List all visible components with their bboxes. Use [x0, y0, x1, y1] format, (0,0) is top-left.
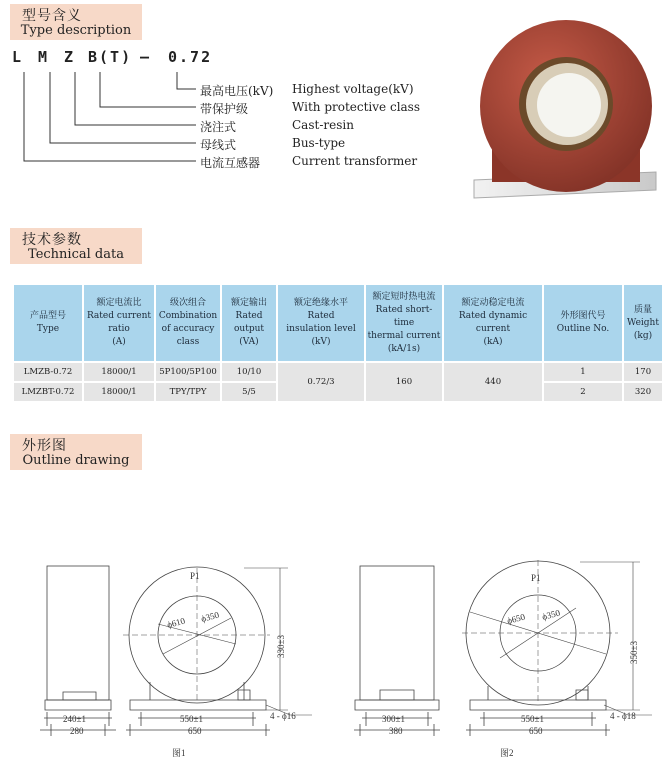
cell-weight: 320 — [624, 383, 662, 401]
cell-dynamic: 440 — [444, 363, 542, 401]
header-cn: 质量 — [633, 304, 652, 315]
header-en: Combination — [158, 311, 218, 321]
outline-drawings — [0, 540, 668, 768]
type-description-title-en: Type description — [20, 23, 132, 38]
header-en: Rated dynamic — [458, 311, 528, 321]
cell-type: LMZBT-0.72 — [14, 383, 82, 401]
type-item-en-0: Highest voltage(kV) — [292, 82, 414, 96]
cell-accuracy: TPY/TPY — [156, 383, 220, 401]
header-type — [14, 285, 82, 361]
fig2-base-length: 650 — [529, 726, 543, 736]
header-dynamic-current — [444, 285, 542, 361]
type-item-en-1: With protective class — [292, 100, 420, 114]
type-item-cn-0: 最高电压(kV) — [200, 84, 274, 98]
table-header-row — [14, 285, 662, 361]
type-item-cn-1: 带保护级 — [200, 102, 249, 116]
header-accuracy-class — [156, 285, 220, 361]
type-description-title-cn: 型号含义 — [22, 8, 82, 24]
header-cn: 外形图代号 — [560, 311, 606, 321]
header-cn: 额定输出 — [230, 298, 267, 308]
outline-drawing-title-en: Outline drawing — [22, 453, 130, 468]
header-en: thermal current — [367, 330, 441, 341]
cell-accuracy: 5P100/5P100 — [156, 363, 220, 381]
header-en: Weight — [627, 317, 659, 328]
header-cn: 额定绝缘水平 — [293, 298, 348, 308]
header-unit: (kg) — [633, 330, 653, 341]
fig2-height: 350±3 — [629, 641, 639, 664]
fig2-mounting-holes: 4 - ϕ18 — [610, 711, 636, 721]
header-en: current — [475, 324, 511, 334]
header-en: Rated short-time — [375, 304, 433, 328]
type-item-en-2: Cast-resin — [292, 118, 354, 132]
header-outline-no — [544, 285, 622, 361]
fig1-hole-span: 550±1 — [180, 714, 203, 724]
cell-type: LMZB-0.72 — [14, 363, 82, 381]
header-unit: (A) — [112, 337, 126, 347]
header-rated-output — [222, 285, 276, 361]
header-en: ratio — [108, 324, 130, 334]
type-item-cn-2: 浇注式 — [200, 120, 237, 134]
cell-output: 5/5 — [222, 383, 276, 401]
cell-output: 10/10 — [222, 363, 276, 381]
fig2-inner-diameter: ϕ350 — [540, 607, 562, 622]
code-voltage: 0.72 — [168, 48, 213, 66]
header-current-ratio — [84, 285, 154, 361]
code-z: Z — [64, 48, 76, 66]
fig1-height: 330±3 — [276, 635, 286, 658]
type-item-en-4: Current transformer — [292, 154, 418, 168]
outline-drawing-header — [10, 434, 142, 470]
product-photo — [470, 10, 660, 205]
header-thermal-current — [366, 285, 442, 361]
header-cn: 额定短时热电流 — [372, 291, 436, 302]
cell-insulation: 0.72/3 — [278, 363, 364, 401]
table-row — [14, 363, 662, 381]
header-en: Rated — [235, 311, 263, 321]
cell-ratio: 18000/1 — [84, 383, 154, 401]
header-en: output — [233, 324, 264, 334]
outline-drawing-title-cn: 外形图 — [22, 438, 67, 454]
header-en: class — [176, 337, 200, 347]
technical-data-title-en: Technical data — [28, 247, 124, 262]
fig1-width-inner: 240±1 — [63, 714, 86, 724]
header-en: Outline No. — [556, 324, 610, 334]
type-item-cn-4: 电流互感器 — [200, 156, 261, 170]
header-cn: 产品型号 — [29, 311, 66, 321]
header-unit: (kV) — [311, 337, 331, 347]
header-en: Rated — [307, 311, 335, 321]
code-dash: — — [140, 48, 152, 66]
header-en: Rated current — [86, 311, 152, 321]
code-l: L — [12, 48, 24, 66]
type-item-en-3: Bus-type — [292, 136, 346, 150]
code-bt: B(T) — [88, 48, 133, 66]
fig2-outer-diameter: ϕ650 — [505, 611, 527, 626]
header-en: of accuracy — [161, 324, 215, 334]
cell-outline: 1 — [544, 363, 622, 381]
type-item-cn-3: 母线式 — [200, 138, 237, 152]
cell-outline: 2 — [544, 383, 622, 401]
fig2-caption: 图2 — [500, 748, 514, 758]
technical-data-header — [10, 228, 142, 264]
header-unit: (kA) — [483, 337, 503, 347]
fig1-outer-diameter: ϕ610 — [165, 615, 187, 630]
header-en: Type — [36, 324, 60, 334]
cell-thermal: 160 — [366, 363, 442, 401]
fig1-base-length: 650 — [188, 726, 202, 736]
header-unit: (VA) — [239, 337, 259, 347]
cell-ratio: 18000/1 — [84, 363, 154, 381]
technical-data-title-cn: 技术参数 — [22, 232, 82, 248]
cell-weight: 170 — [624, 363, 662, 381]
header-cn: 级次组合 — [169, 298, 206, 308]
header-insulation-level — [278, 285, 364, 361]
header-en: insulation level — [286, 324, 356, 334]
fig1-caption: 图1 — [172, 748, 186, 758]
fig1-mounting-holes: 4 - ϕ16 — [270, 711, 296, 721]
technical-data-table — [12, 283, 664, 403]
fig1-width-outer: 280 — [70, 726, 84, 736]
fig2-width-outer: 380 — [389, 726, 403, 736]
fig1-p1-label: P1 — [190, 571, 200, 581]
code-m: M — [38, 48, 50, 66]
fig2-hole-span: 550±1 — [521, 714, 544, 724]
fig2-width-inner: 300±1 — [382, 714, 405, 724]
header-weight — [624, 285, 662, 361]
header-unit: (kA/1s) — [387, 343, 421, 354]
header-cn: 额定动稳定电流 — [461, 298, 525, 308]
fig2-p1-label: P1 — [531, 573, 541, 583]
header-cn: 额定电流比 — [96, 298, 142, 308]
fig1-inner-diameter: ϕ350 — [199, 609, 221, 624]
